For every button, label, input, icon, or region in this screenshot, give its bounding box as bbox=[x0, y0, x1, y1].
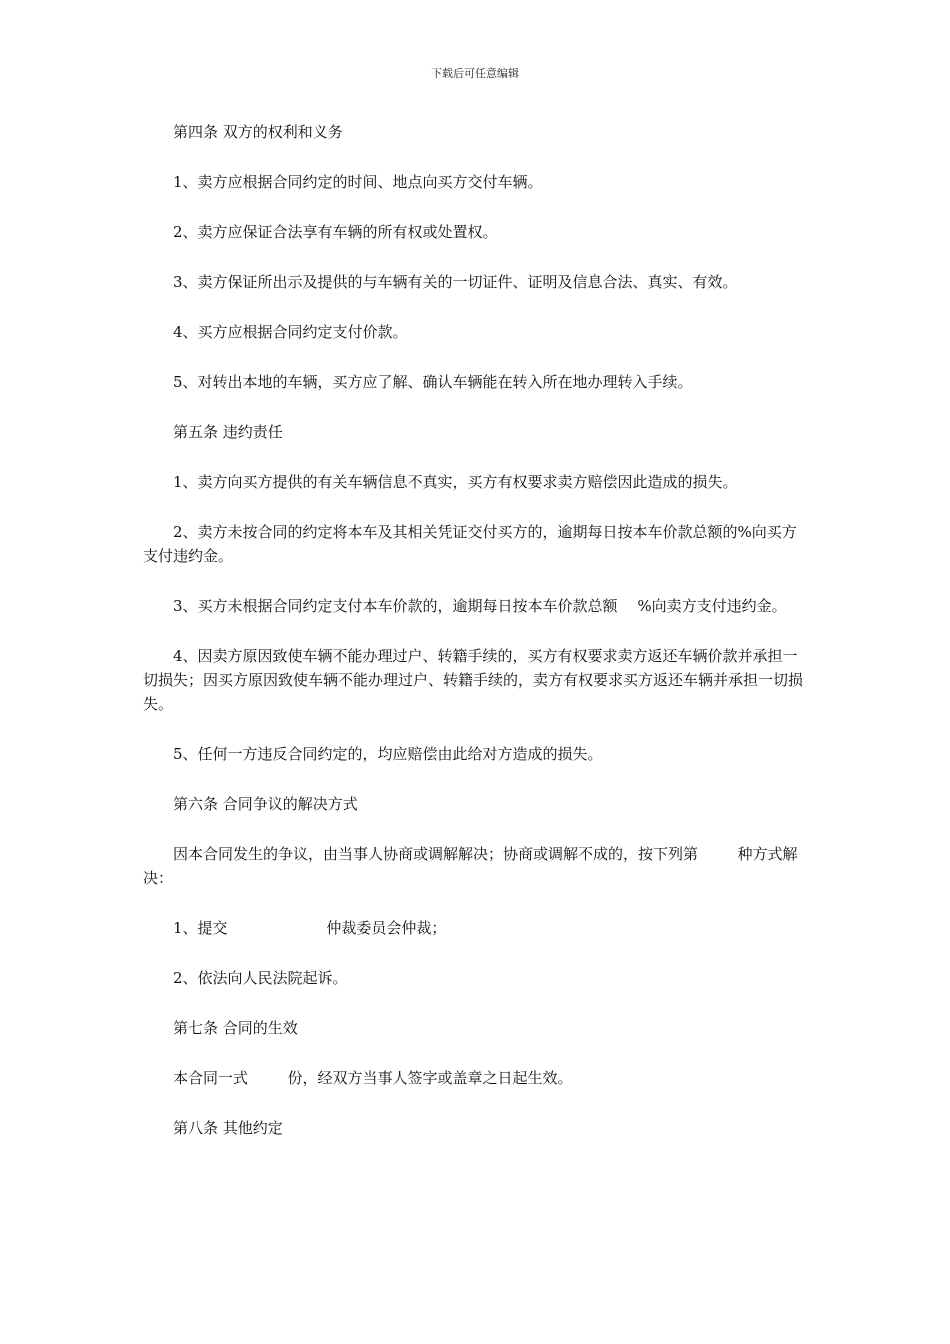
article-5-item-4: 4、因卖方原因致使车辆不能办理过户、转籍手续的，买方有权要求卖方返还车辆价款并承担一切损失；因买方原因致使车辆不能办理过户、转籍手续的，卖方有权要求买方返还车辆并承担一切损失。 bbox=[143, 647, 804, 713]
article-6-body: 因本合同发生的争议，由当事人协商或调解解决；协商或调解不成的，按下列第 种方式解决： bbox=[143, 845, 798, 887]
article-6-option-1: 1、提交 仲裁委员会仲裁； bbox=[173, 919, 447, 937]
article-5-item-1: 1、卖方向买方提供的有关车辆信息不真实，买方有权要求卖方赔偿因此造成的损失。 bbox=[173, 473, 738, 491]
article-4-item-4: 4、买方应根据合同约定支付价款。 bbox=[173, 323, 408, 341]
article-4-item-3: 3、卖方保证所出示及提供的与车辆有关的一切证件、证明及信息合法、真实、有效。 bbox=[173, 273, 738, 291]
article-4-item-1: 1、卖方应根据合同约定的时间、地点向买方交付车辆。 bbox=[173, 173, 543, 191]
article-7-body: 本合同一式 份，经双方当事人签字或盖章之日起生效。 bbox=[173, 1069, 573, 1087]
article-6-heading: 第六条 合同争议的解决方式 bbox=[173, 795, 358, 813]
article-5-item-3: 3、买方未根据合同约定支付本车价款的，逾期每日按本车价款总额 %向卖方支付违约金。 bbox=[173, 597, 787, 615]
article-5-item-5: 5、任何一方违反合同约定的，均应赔偿由此给对方造成的损失。 bbox=[173, 745, 603, 763]
article-4-item-5: 5、对转出本地的车辆，买方应了解、确认车辆能在转入所在地办理转入手续。 bbox=[173, 373, 693, 391]
article-4-item-2: 2、卖方应保证合法享有车辆的所有权或处置权。 bbox=[173, 223, 498, 241]
article-4-heading: 第四条 双方的权利和义务 bbox=[173, 123, 343, 141]
document-body bbox=[143, 120, 808, 1166]
article-5-item-2: 2、卖方未按合同的约定将本车及其相关凭证交付买方的，逾期每日按本车价款总额的%向买方支付违约金。 bbox=[143, 523, 797, 565]
article-6-option-2: 2、依法向人民法院起诉。 bbox=[173, 969, 348, 987]
article-8-heading: 第八条 其他约定 bbox=[173, 1119, 283, 1137]
article-7-heading: 第七条 合同的生效 bbox=[173, 1019, 298, 1037]
article-5-heading: 第五条 违约责任 bbox=[173, 423, 283, 441]
page-header: 下载后可任意编辑 bbox=[431, 67, 519, 80]
